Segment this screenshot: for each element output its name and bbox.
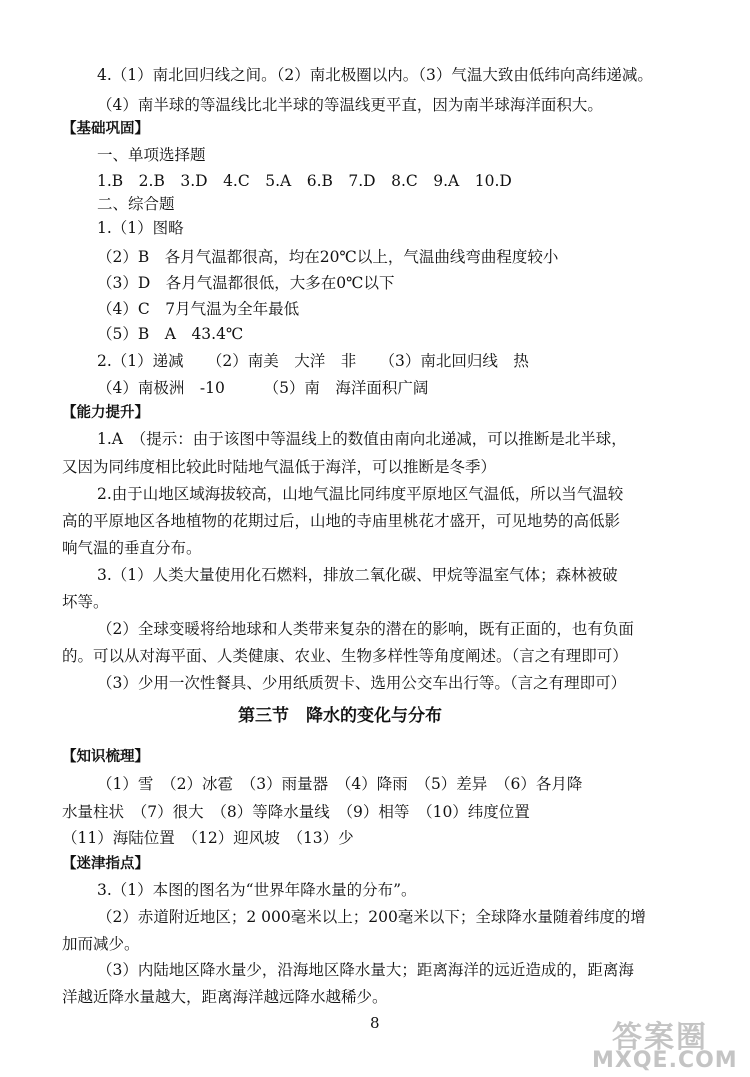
text-line: 洋越近降水量越大，距离海洋越远降水越稀少。 [62,988,388,1006]
page-number: 8 [370,1014,380,1032]
text-line: （2）B 各月气温都很高，均在20℃以上，气温曲线弯曲程度较小 [97,248,559,266]
text-line: 2.由于山地区域海拔较高，山地气温比同纬度平原地区气温低，所以当气温较 [97,485,624,503]
text-line: 又因为同纬度相比较此时陆地气温低于海洋，可以推断是冬季） [62,458,497,476]
text-line: （3）内陆地区降水量少，沿海地区降水量大；距离海洋的远近造成的，距离海 [97,961,634,979]
text-line: 加而减少。 [62,935,140,953]
watermark-logo [572,1012,750,1077]
text-line: 2.（1）递减 （2）南美 大洋 非 （3）南北回归线 热 [97,352,529,370]
text-line: （11）海陆位置 （12）迎风坡 （13）少 [62,829,354,847]
text-line: 3.（1）人类大量使用化石燃料，排放二氧化碳、甲烷等温室气体；森林被破 [97,566,618,584]
text-line: 3.（1）本图的图名为“世界年降水量的分布”。 [97,881,417,899]
text-line: 的。可以从对海平面、人类健康、农业、生物多样性等角度阐述。（言之有理即可） [62,647,628,665]
text-line: （1）雪 （2）冰雹 （3）雨量器 （4）降雨 （5）差异 （6）各月降 [97,775,583,793]
subsection-heading: 二、综合题 [97,195,175,213]
watermark-bottom: MXQE.COM [592,1048,738,1073]
text-line: （4）南极洲 -10 （5）南 海洋面积广阔 [97,379,429,397]
text-line: （4）南半球的等温线比北半球的等温线更平直，因为南半球海洋面积大。 [97,96,603,114]
text-line: 1.A （提示：由于该图中等温线上的数值由南向北递减，可以推断是北半球， [97,430,627,448]
section-heading: 【迷津指点】 [62,856,149,872]
text-line: 4.（1）南北回归线之间。（2）南北极圈以内。（3）气温大致由低纬向高纬递减。 [97,66,653,84]
text-line: （5）B A 43.4℃ [97,325,244,343]
text-line: 坏等。 [62,593,109,611]
section-title: 第三节 降水的变化与分布 [238,706,442,726]
text-line: 1.B 2.B 3.D 4.C 5.A 6.B 7.D 8.C 9.A 10.D [97,172,512,190]
text-line: （2）赤道附近地区；2 000毫米以上；200毫米以下；全球降水量随着纬度的增 [97,908,646,926]
section-heading: 【知识梳理】 [62,749,149,765]
text-line: （3）D 各月气温都很低，大多在0℃以下 [97,274,395,292]
subsection-heading: 一、单项选择题 [97,146,206,164]
text-line: 水量柱状 （7）很大 （8）等降水量线 （9）相等 （10）纬度位置 [62,803,530,821]
text-line: （3）少用一次性餐具、少用纸质贺卡、选用公交车出行等。（言之有理即可） [97,674,627,692]
text-line: 高的平原地区各地植物的花期过后，山地的寺庙里桃花才盛开，可见地势的高低影 [62,512,621,530]
text-line: 1.（1）图略 [97,219,184,237]
section-heading: 【能力提升】 [62,405,149,421]
text-line: 响气温的垂直分布。 [62,539,202,557]
text-line: （2）全球变暖将给地球和人类带来复杂的潜在的影响，既有正面的，也有负面 [97,620,634,638]
text-line: （4）C 7月气温为全年最低 [97,300,300,318]
watermark-top: 答案圈 [612,1020,708,1055]
section-heading: 【基础巩固】 [62,121,149,137]
